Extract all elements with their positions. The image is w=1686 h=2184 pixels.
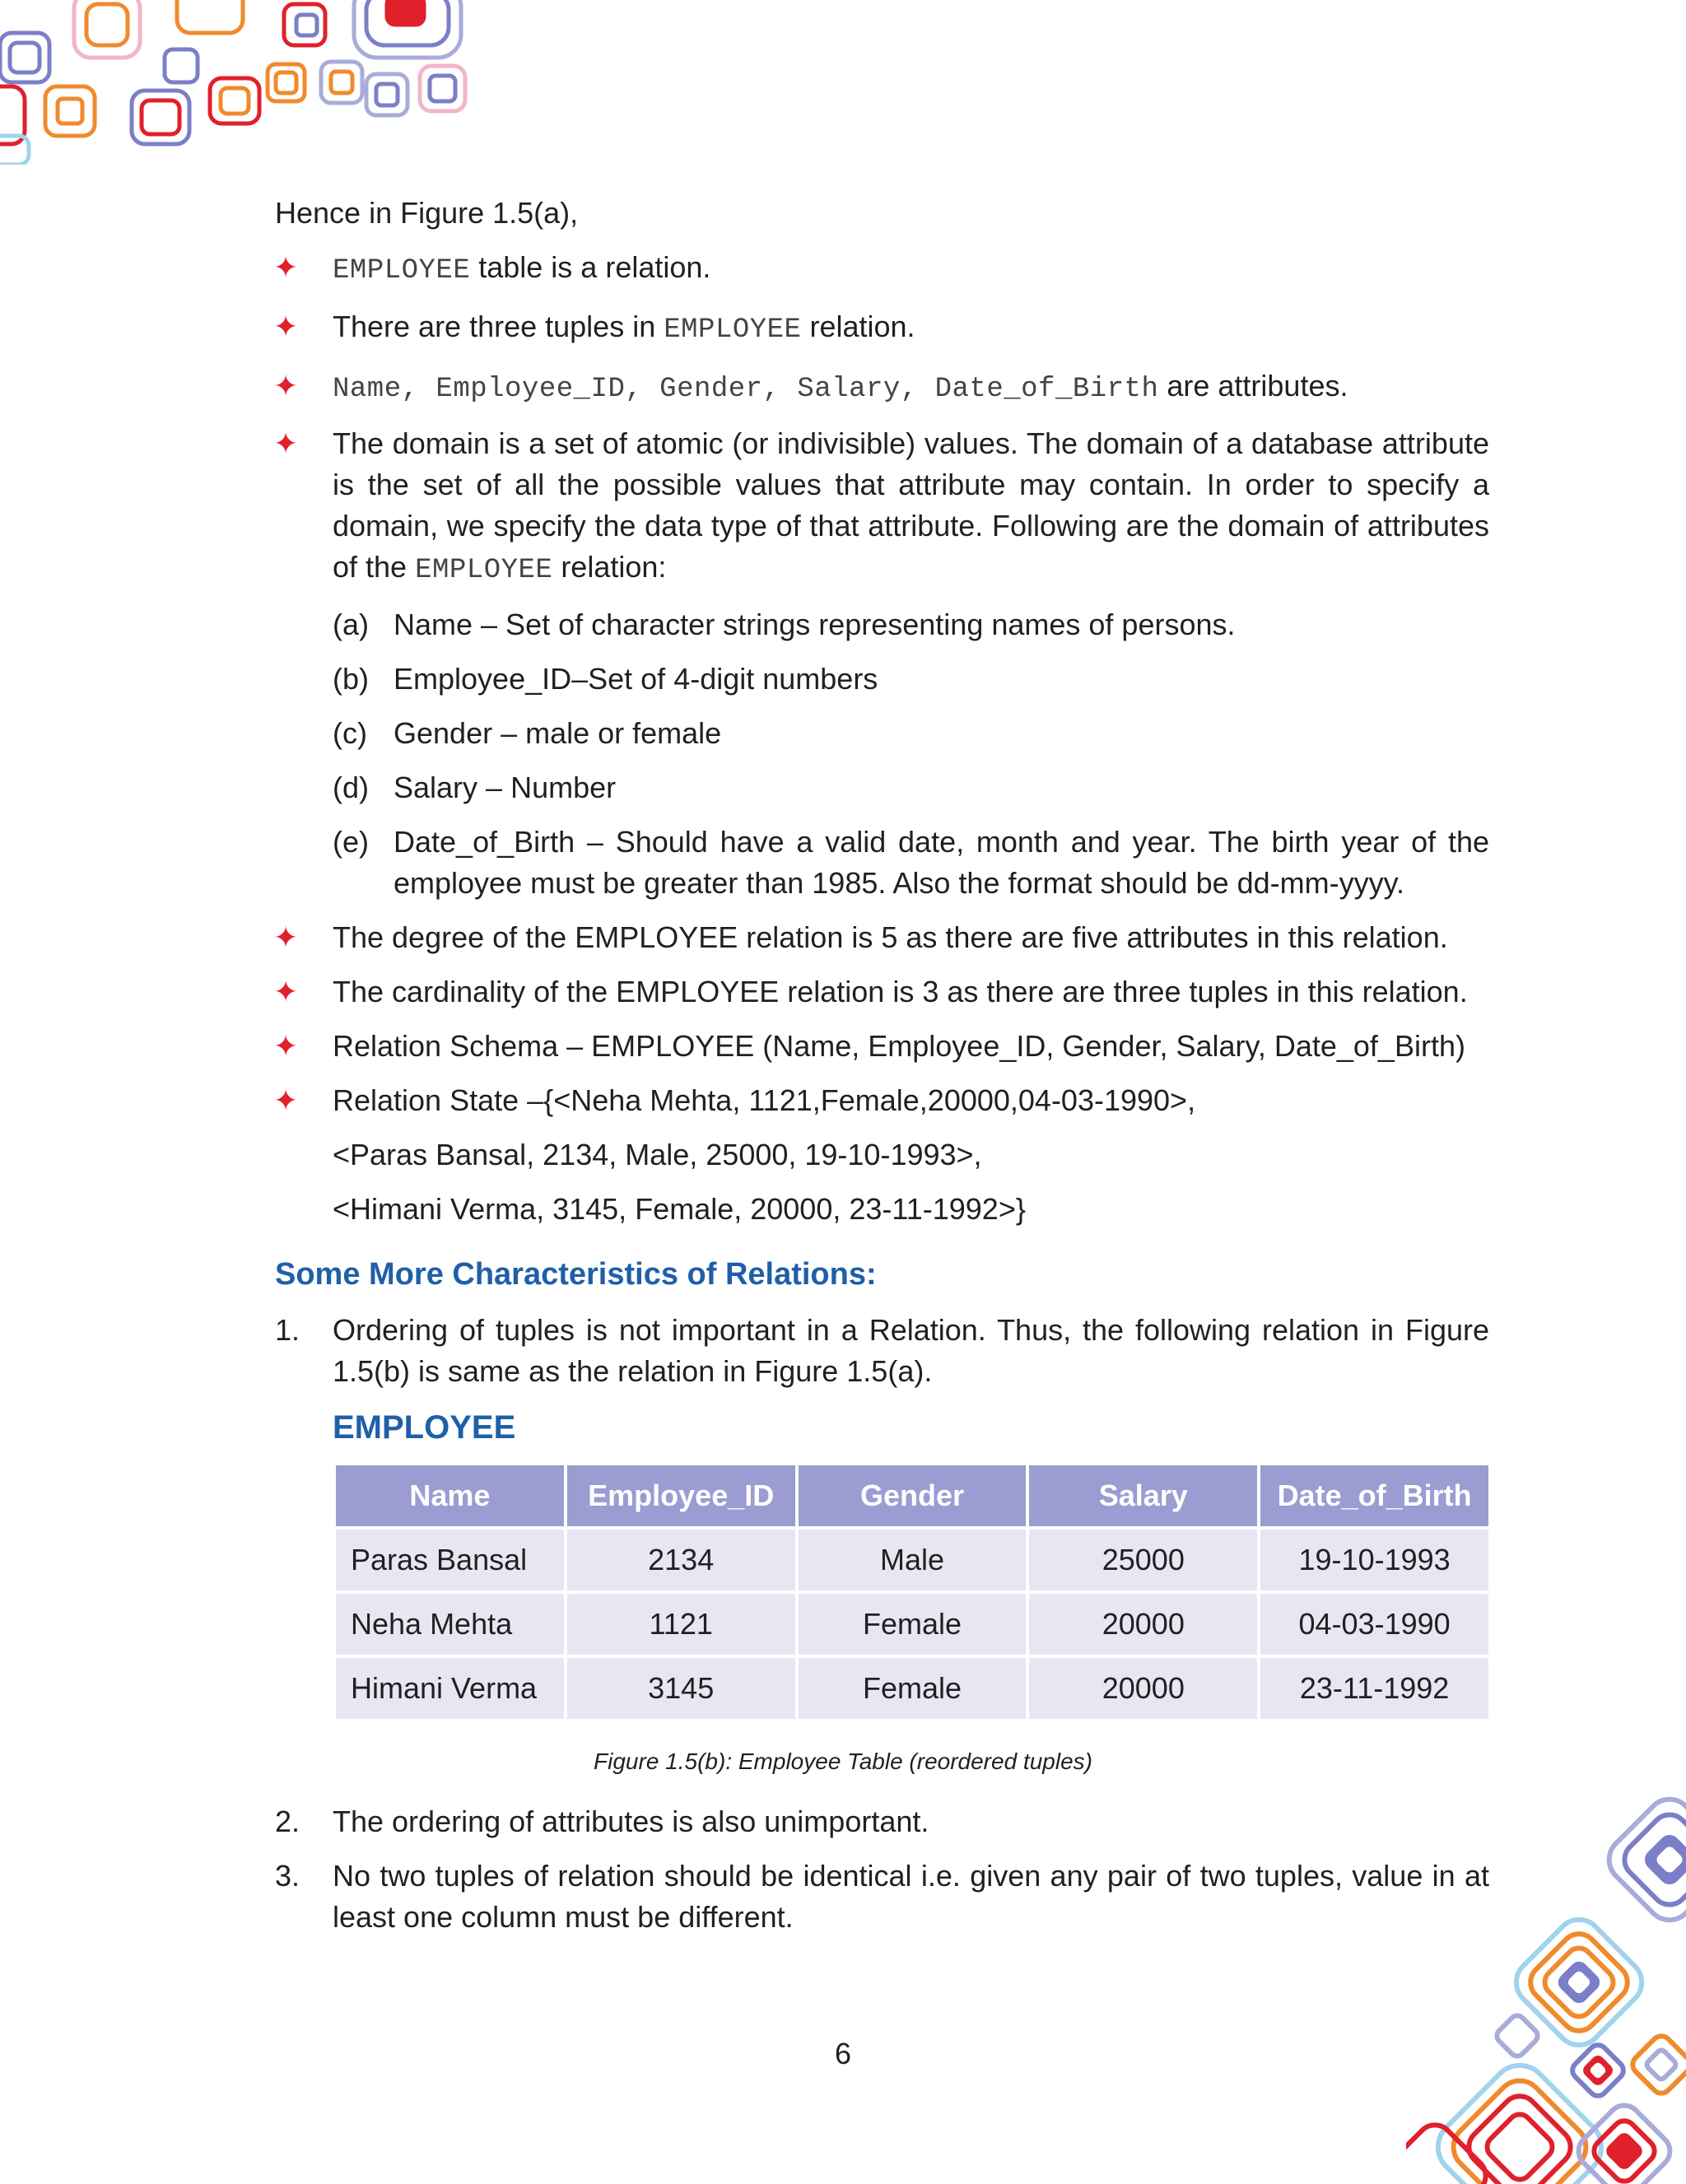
intro-text: Hence in Figure 1.5(a), <box>275 196 579 230</box>
relation-state-line: <Himani Verma, 3145, Female, 20000, 23-11-1992>} <box>333 1192 1026 1226</box>
star-bullet-icon: ✦ <box>273 1029 299 1063</box>
table-cell: 2134 <box>567 1530 795 1590</box>
table-cell: Himani Verma <box>336 1658 564 1719</box>
domain-item: (d) Salary – Number <box>333 771 617 804</box>
table-header-row <box>336 1465 1488 1526</box>
column-header: Gender <box>799 1465 1027 1526</box>
table-cell: Female <box>799 1658 1027 1719</box>
table-cell: 19-10-1993 <box>1260 1530 1488 1590</box>
table-row <box>336 1658 1488 1719</box>
domain-item: (c) Gender – male or female <box>333 716 722 750</box>
code-term: EMPLOYEE <box>664 314 802 346</box>
section-heading: Some More Characteristics of Relations: <box>275 1257 877 1292</box>
table-cell: Paras Bansal <box>336 1530 564 1590</box>
table-title: EMPLOYEE <box>333 1409 516 1446</box>
bullet-item: ✦ The degree of the EMPLOYEE relation is 5 as there are five attributes in this relation. <box>275 917 1489 958</box>
code-term: EMPLOYEE <box>333 255 471 286</box>
bullet-item: ✦ EMPLOYEE table is a relation. <box>275 247 1489 291</box>
table-cell: 1121 <box>567 1594 795 1655</box>
star-bullet-icon: ✦ <box>273 1083 299 1117</box>
table-cell: 20000 <box>1029 1594 1257 1655</box>
bullet-item: ✦ Name, Employee_ID, Gender, Salary, Date_of_Birth are attributes. <box>275 366 1489 410</box>
employee-table <box>333 1462 1492 1722</box>
table-cell: 25000 <box>1029 1530 1257 1590</box>
column-header: Name <box>336 1465 564 1526</box>
table-cell: 04-03-1990 <box>1260 1594 1488 1655</box>
code-term: Name, Employee_ID, Gender, Salary, Date_of_Birth <box>333 374 1159 405</box>
star-bullet-icon: ✦ <box>273 426 299 460</box>
domain-item: (e) Date_of_Birth – Should have a valid date, month and year. The birth year of the employee must be greater than 1985. Also the format should be dd-mm-yyyy. <box>333 825 1489 900</box>
code-term: EMPLOYEE <box>415 555 553 586</box>
star-bullet-icon: ✦ <box>273 369 299 403</box>
star-bullet-icon: ✦ <box>273 920 299 954</box>
bullet-item: ✦ Relation State –{<Neha Mehta, 1121,Female,20000,04-03-1990>, <box>275 1080 1489 1121</box>
table-cell: 20000 <box>1029 1658 1257 1719</box>
table-cell: Neha Mehta <box>336 1594 564 1655</box>
star-bullet-icon: ✦ <box>273 975 299 1008</box>
column-header: Salary <box>1029 1465 1257 1526</box>
table-cell: 23-11-1992 <box>1260 1658 1488 1719</box>
column-header: Employee_ID <box>567 1465 795 1526</box>
relation-state-line: <Paras Bansal, 2134, Male, 25000, 19-10-1993>, <box>333 1138 982 1171</box>
domain-item: (b) Employee_ID–Set of 4-digit numbers <box>333 662 878 696</box>
numbered-item: 2. The ordering of attributes is also unimportant. <box>275 1804 929 1838</box>
table-row <box>336 1594 1488 1655</box>
star-bullet-icon: ✦ <box>273 310 299 343</box>
table-row <box>336 1530 1488 1590</box>
bullet-item: ✦ Relation Schema – EMPLOYEE (Name, Employee_ID, Gender, Salary, Date_of_Birth) <box>275 1026 1489 1067</box>
numbered-item: 3. No two tuples of relation should be identical i.e. given any pair of two tuples, value in at least one column must be different. <box>275 1859 1489 1934</box>
bullet-item: ✦ There are three tuples in EMPLOYEE relation. <box>275 306 1489 351</box>
numbered-item: 1. Ordering of tuples is not important in a Relation. Thus, the following relation in Figure 1.5(b) is same as the relation in Figure 1.5(a). <box>275 1313 1489 1388</box>
column-header: Date_of_Birth <box>1260 1465 1488 1526</box>
table-cell: Male <box>799 1530 1027 1590</box>
bullet-item: ✦ The cardinality of the EMPLOYEE relation is 3 as there are three tuples in this relation. <box>275 971 1489 1013</box>
decorative-squares-top-left <box>0 0 494 165</box>
bullet-item: ✦ The domain is a set of atomic (or indivisible) values. The domain of a database attribute is the set of all the possible values that attribute may contain. In order to specify a domain, we specify the data type of that attribute. Following are the domain of attributes of the EMPLOYEE relation: <box>275 423 1489 591</box>
table-cell: Female <box>799 1594 1027 1655</box>
figure-caption: Figure 1.5(b): Employee Table (reordered tuples) <box>594 1749 1092 1774</box>
decorative-squares-bottom-right <box>1406 1789 1686 2184</box>
table-cell: 3145 <box>567 1658 795 1719</box>
star-bullet-icon: ✦ <box>273 250 299 284</box>
domain-item: (a) Name – Set of character strings representing names of persons. <box>333 608 1236 641</box>
page-number: 6 <box>834 2037 852 2070</box>
